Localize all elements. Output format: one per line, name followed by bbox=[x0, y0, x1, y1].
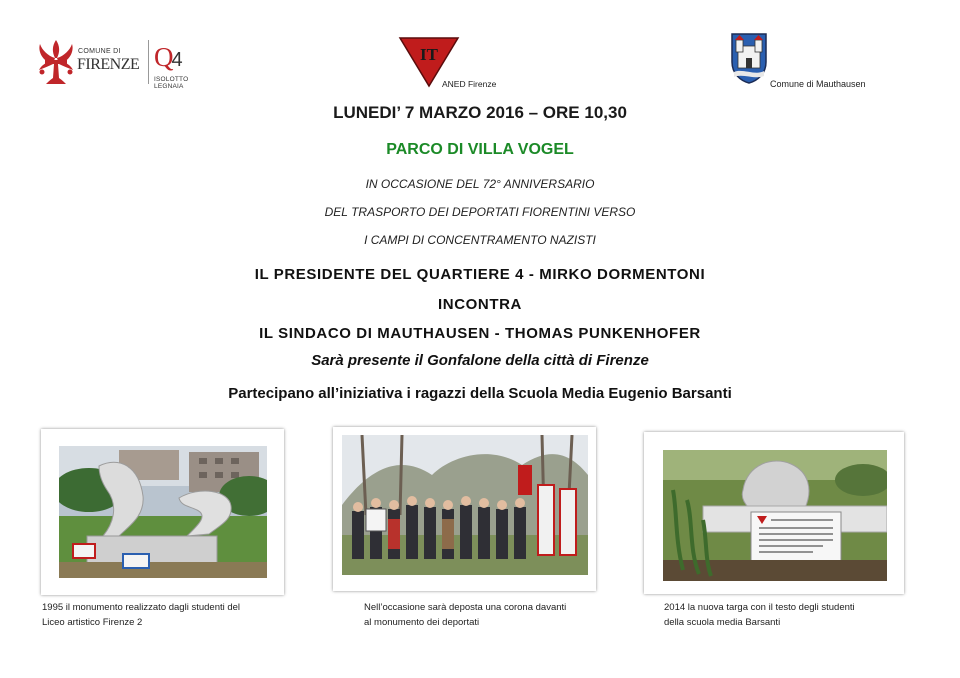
photo-ceremony bbox=[333, 427, 596, 591]
comune-firenze-logo bbox=[36, 38, 216, 90]
quartiere-4-mark bbox=[154, 42, 183, 73]
photo-monument-1995 bbox=[41, 429, 284, 595]
aned-label: ANED Firenze bbox=[442, 79, 497, 89]
occasion-line-3: I CAMPI DI CONCENTRAMENTO NAZISTI bbox=[364, 233, 596, 247]
photo-1-caption-line-2: Liceo artistico Firenze 2 bbox=[42, 617, 143, 628]
event-venue-line: PARCO DI VILLA VOGEL bbox=[386, 141, 574, 158]
president-line: IL PRESIDENTE DEL QUARTIERE 4 - MIRKO DORMENTONI bbox=[254, 266, 706, 283]
photo-3-caption-line-2: della scuola media Barsanti bbox=[664, 617, 781, 628]
occasion-line-2: DEL TRASPORTO DEI DEPORTATI FIORENTINI VERSO bbox=[324, 205, 636, 219]
comune-di-label: COMUNE DI bbox=[78, 48, 121, 55]
aned-firenze-logo bbox=[398, 36, 518, 92]
firenze-label: FIRENZE bbox=[77, 56, 140, 73]
occasion-line-1: IN OCCASIONE DEL 72° ANNIVERSARIO bbox=[365, 177, 595, 191]
sindaco-line: IL SINDACO DI MAUTHAUSEN - THOMAS PUNKENHOFER bbox=[259, 325, 701, 342]
photo-new-plaque-2014 bbox=[644, 432, 904, 594]
ceremony-crowd-image bbox=[342, 435, 588, 575]
photo-1-caption bbox=[42, 600, 240, 630]
aned-triangle-text: IT bbox=[420, 45, 438, 64]
gonfalone-line: Sarà presente il Gonfalone della città di Firenze bbox=[311, 352, 649, 369]
partecipano-line: Partecipano all’iniziativa i ragazzi della Scuola Media Eugenio Barsanti bbox=[228, 385, 732, 402]
comune-mauthausen-logo bbox=[730, 32, 890, 92]
photo-2-caption-line-2: al monumento dei deportati bbox=[364, 617, 480, 628]
event-date-line: LUNEDI’ 7 MARZO 2016 – ORE 10,30 bbox=[333, 103, 627, 122]
photo-2-caption bbox=[364, 600, 566, 630]
mauthausen-label: Comune di Mauthausen bbox=[770, 79, 866, 89]
incontra-line: INCONTRA bbox=[438, 296, 522, 313]
mauthausen-crest-icon bbox=[730, 32, 768, 84]
photo-2-caption-line-1: Nell’occasione sarà deposta una corona davanti bbox=[364, 602, 567, 613]
q4-letter: Q bbox=[154, 42, 174, 72]
photo-3-caption-line-1: 2014 la nuova targa con il testo degli studenti bbox=[664, 602, 855, 613]
florence-lily-icon bbox=[36, 38, 76, 86]
photo-3-caption bbox=[664, 600, 855, 630]
photo-1-caption-line-1: 1995 il monumento realizzato dagli studenti del bbox=[42, 602, 241, 613]
quartiere-name-label: ISOLOTTO LEGNAIA bbox=[154, 76, 189, 90]
plaque-image bbox=[663, 450, 887, 581]
monument-sculpture-image bbox=[59, 446, 267, 578]
logo-divider bbox=[148, 40, 149, 84]
q4-number: 4 bbox=[171, 49, 183, 71]
